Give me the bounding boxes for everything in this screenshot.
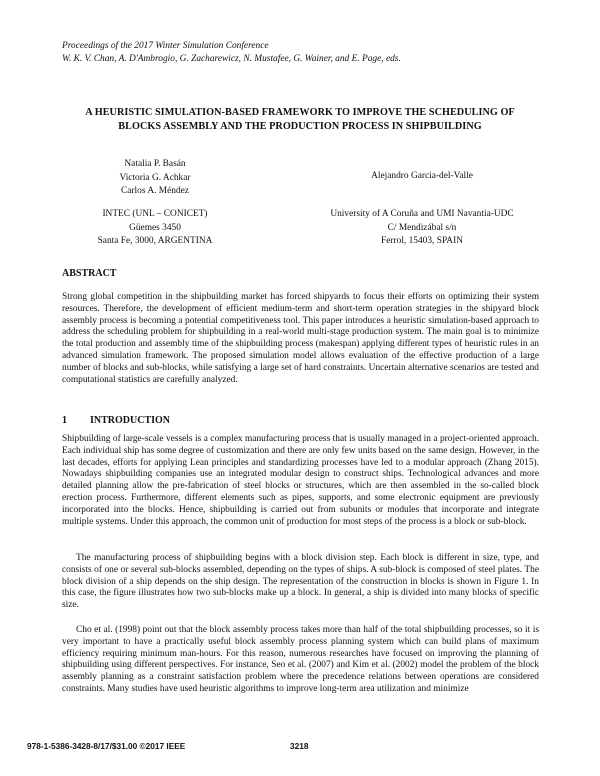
intro-paragraph-3: Cho et al. (1998) point out that the block assembly process takes more than half of the total shipbuilding processes, so it is very important to have a practically useful block assembly process planning system which can build plans of maximum efficiency requiring minimum man-hours. For this reason, numerous researches have focused on improving the planning of shipbuilding using different perspectives. For instance, Seo et al. (2007) and Kim et al. (2002) model the problem of the block assembly planning as a constraint satisfaction problem where the precedence relations between operations are considered constraints. Many studies have used heuristic algorithms to improve long-term area utilization and minimize [62, 625, 539, 694]
intro-paragraph-1: Shipbuilding of large-scale vessels is a complex manufacturing process that is usually managed in a project-oriented approach. Each individual ship has some degree of customization and there are only few units based on the same design. However, in the last decades, efforts for applying Lean principles and standardizing processes have led to a modular approach (Zhang 2015). Nowadays shipbuilding companies use an integrated modular design to construct ships. Technological advances and more detailed planning allow the pre-fabrication of steel blocks or structures, which are then assembled in the so-called block erection process. Furthermore, different elements such as pipes, supports, and some electronic equipment are previously incorporated into the blocks. Hence, shipbuilding is carried out from subunits or modules that incorporate and integrate multiple systems. Under this approach, the common unit of production for most steps of the process is a block or sub-block. [62, 434, 539, 527]
abstract-text: Strong global competition in the shipbuilding market has forced shipyards to focus their efforts on optimizing their system resources. Therefore, the development of efficient medium-term and short-term operation strategies in the shipyard block assembly process is becoming a potential competitiveness tool. This paper introduces a heuristic simulation-based approach to address the scheduling problem for shipbuilding in a real-world multi-stage production system. The main goal is to minimize the total production and assembly time of the shipbuilding process (makespan) applying different types of heuristic rules in an advanced simulation framework. The proposed simulation model allows evaluation of the effective production of a large number of blocks and sub-blocks, while satisfying a large set of hard constraints. Uncertain alternative scenarios are tested and computational statistics are carefully analyzed. [62, 292, 539, 385]
affiliation-left [62, 208, 248, 249]
author-name: Natalia P. Basán [124, 159, 186, 169]
proceedings-editors: W. K. V. Chan, A. D'Ambrogio, G. Zacharewicz, N. Mustafee, G. Wainer, and E. Page, eds. [62, 53, 401, 64]
proceedings-header [62, 40, 401, 65]
section-number: 1 [62, 415, 67, 426]
affiliation-line: Ferrol, 15403, SPAIN [381, 236, 463, 246]
affiliation-line: Santa Fe, 3000, ARGENTINA [97, 236, 213, 246]
affiliation-line: University of A Coruña and UMI Navantia-UDC [330, 209, 514, 219]
authors-right [303, 170, 541, 184]
authors-left [62, 158, 248, 199]
affiliation-line: INTEC (UNL – CONICET) [102, 209, 208, 219]
abstract-heading: ABSTRACT [62, 268, 117, 279]
page-number: 3218 [290, 741, 309, 751]
affiliation-line: Güemes 3450 [129, 222, 181, 233]
author-name: Victoria G. Achkar [119, 172, 191, 183]
section-title: INTRODUCTION [90, 415, 171, 426]
affiliation-right [303, 208, 541, 249]
introduction-heading [62, 415, 170, 426]
author-name: Alejandro Garcia-del-Valle [371, 171, 473, 181]
affiliation-line: C/ Mendizábal s/n [387, 222, 457, 233]
intro-paragraph-2: The manufacturing process of shipbuilding begins with a block division step. Each block is different in size, type, and consists of one or several sub-blocks assembled, depending on the types of ships. A sub-block is composed of steel plates. The block division of a ship depends on the ship design. The representation of the construction in blocks is shown in Figure 1. In this case, the figure illustrates how two sub-blocks make up a block. In general, a ship is divided into many blocks of specific size. [62, 553, 539, 611]
paper-title [62, 106, 538, 134]
footer-copyright: 978-1-5386-3428-8/17/$31.00 ©2017 IEEE [27, 741, 186, 751]
proceedings-title: Proceedings of the 2017 Winter Simulation Conference [62, 41, 269, 51]
author-name: Carlos A. Méndez [121, 186, 189, 196]
paper-title-line-1: A HEURISTIC SIMULATION-BASED FRAMEWORK TO IMPROVE THE SCHEDULING OF [85, 107, 515, 118]
paper-title-line-2: BLOCKS ASSEMBLY AND THE PRODUCTION PROCESS IN SHIPBUILDING [118, 121, 482, 132]
